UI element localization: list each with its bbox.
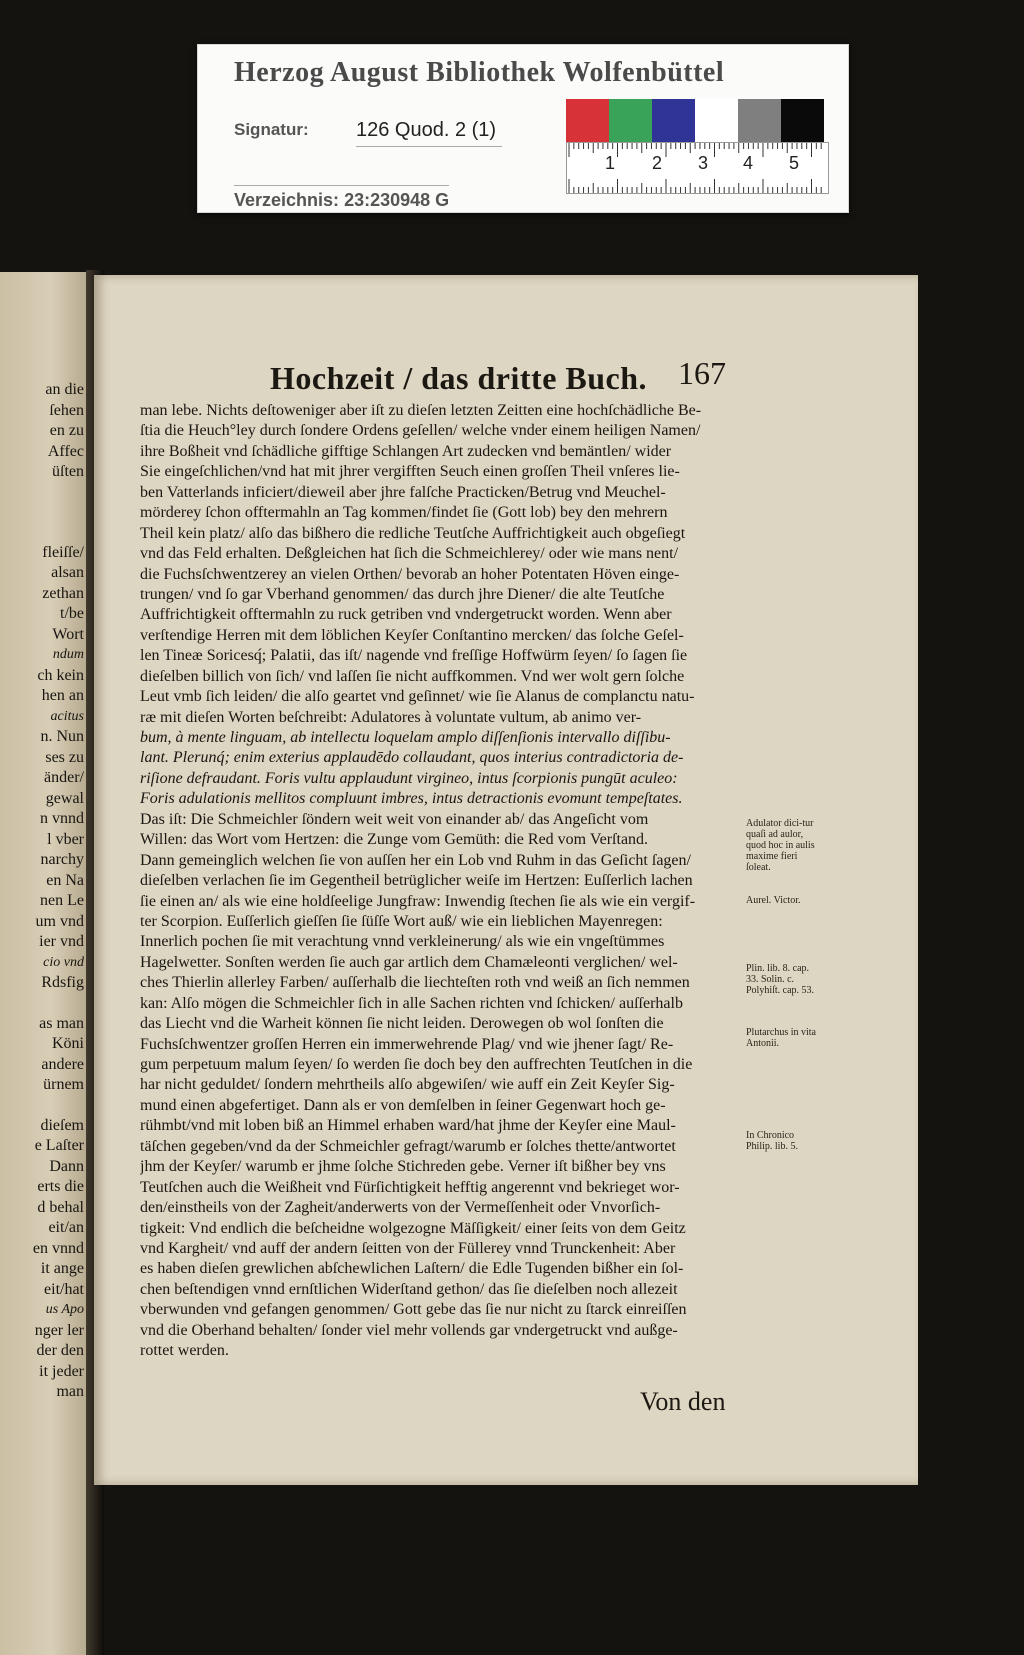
left-page-fragment: gewal [45,789,84,807]
left-page-fragment: cio vnd [43,954,84,970]
left-page-fragment: it ange [40,1260,84,1277]
left-page-fragment: ses zu [45,748,84,766]
text-line: mörderey ſchon offtermahln an Tag kommen/findet ſie (Gott lob) bey den mehrern [140,504,668,522]
text-line: vnd Kargheit/ vnd auff der andern ſeitten von der Füllerey vnnd Trunckenheit: Aber [140,1239,676,1257]
text-line: gum perpetuum malum ſeyen/ ſo werden ſie doch bey den auffrechten Teutſchen in die [140,1056,693,1073]
left-page-fragment: hen an [41,687,84,704]
text-line: dieſelben verlachen ſie im Gegentheil betrüglicher weiſe im Hertzen: Euſſerlich lachen [140,872,693,890]
left-page-fragment: t/be [60,605,84,622]
margin-note: Adulator dici-tur quaſi ad aulor, quod hoc in aulis maxime fieri ſoleat. [746,818,815,873]
text-line: vnd die Oberhand behalten/ ſonder viel mehr vollends gar vndergetruckt vnd außge- [140,1321,678,1339]
text-line: ræ mit dieſen Worten beſchreibt: Adulatores à voluntate vultum, ab animo ver- [140,708,642,726]
text-line: ihre Boßheit vnd ſchädliche gifftige Schlangen Art zudecken vnd bemäntlen/ wider [140,442,672,460]
left-page-fragment: Rdsfig [41,974,84,991]
text-line: ſtia die Heuch°ley durch ſondere Ordens geſellen/ welche vnder einem heiligen Namen/ [140,422,701,440]
left-page-fragment: eit/an [48,1219,84,1236]
left-page-fragment: erts die [37,1178,84,1195]
left-page-fragment: l vber [47,830,84,848]
left-page-fragment: acitus [50,708,84,724]
verzeichnis-line [234,185,449,211]
text-line: kan: Alſo mögen die Schmeichler ſich in alle Sachen richten vnd ſchicken/ auſſerhalb [140,994,683,1012]
margin-note: Aurel. Victor. [746,895,801,906]
left-page-fragment: Dann [49,1157,84,1175]
swatch-green [609,99,652,142]
text-line: mund einen abgefertiget. Dann als er von demſelben in ſeiner Gegenwart hoch ge- [140,1096,666,1114]
signatur-value: 126 Quod. 2 (1) [356,119,502,147]
ruler-number: 1 [605,153,616,173]
book-page [94,275,918,1485]
text-line: es haben dieſen grewlichen abſchewlichen Laſtern/ die Edle Tugenden bißher ein ſol- [140,1260,684,1278]
margin-note: Plutarchus in vita Antonii. [746,1027,816,1049]
left-page-fragment: it jeder [39,1362,84,1380]
text-line: rottet werden. [140,1342,229,1360]
left-page-fragment: as man [39,1014,84,1032]
text-line: tigkeit: Vnd endlich die beſcheidne wolgezogne Mäſſigkeit/ einer ſeits von dem Geitz [140,1219,686,1237]
ruler-number: 5 [789,153,800,173]
left-page-fragment: dieſem [40,1116,84,1134]
body-text [140,401,744,1362]
ruler-number: 2 [652,153,663,173]
library-label-card [197,44,849,213]
text-line: den/einstheils von der Zagheit/anderwerts von der Vermeſſenheit oder Vnvorſich- [140,1199,661,1217]
text-line: har nicht geduldet/ ſondern mehrtheils alſo abgewiſen/ wie auff ein Zeit Keyſer Sig- [140,1076,675,1094]
left-page-fragment: us Apo [45,1302,84,1317]
text-line: rühmbt/vnd mit loben biß an Himmel erhaben ward/hat jhme der Keyſer eine Maul- [140,1117,676,1135]
ruler-number: 4 [743,153,754,173]
left-page-fragment: ier vnd [39,933,84,950]
text-line: Sie eingeſchlichen/vnd hat mit jhrer vergifften Seuch einen groſſen Theil vnſeres lie- [140,463,680,481]
left-page-fragment: nger ler [34,1321,84,1339]
left-page-fragment: üſten [52,463,84,480]
text-line: das Liecht vnd die Warheit können ſie nicht leiden. Derowegen ob wol ſonſten die [140,1015,664,1033]
color-calibration-swatches [566,99,824,142]
text-line: Theil kein platz/ alſo das bißhero die redliche Teutſche Auffrichtigkeit auch obgeſiegt [140,524,686,542]
left-page-fragment: ürnem [43,1076,84,1093]
text-line: ter Scorpion. Euſſerlich gieſſen ſie ſüſſe Wort auß/ wie ein lieblichen Mayenregen: [140,912,663,930]
verzeichnis-label: Verzeichnis: [234,190,340,210]
left-page-fragment: zethan [42,584,84,602]
text-line: die Fuchsſchwentzerey an vielen Orthen/ bevorab an hoher Potentaten Höven einge- [140,565,680,583]
left-page-fragment: Wort [52,625,84,643]
text-line: jhm der Keyſer/ warumb er jhme ſolche Stichreden gebe. Verner iſt bißher bey vns [140,1158,666,1176]
text-line: ches Thierlin allerley Farben/ auſſerhalb die liechteſten roth vnd weiß an ſich nemmen [140,974,690,992]
text-line: verſtendige Herren mit dem löblichen Keyſer Conſtantino mercken/ das ſolche Geſel- [140,626,684,644]
left-page-fragment: narchy [40,851,84,868]
text-line: Das iſt: Die Schmeichler ſöndern weit weit von einander ab/ das Angeſicht vom [140,810,649,828]
left-page-fragment: n. Nun [40,728,84,745]
text-line: Hagelwetter. Sonſten werden ſie auch gar artlich dem Chamæleonti verglichen/ wel- [140,953,678,971]
left-page-fragment: fleiſſe/ [42,543,84,561]
text-line: vberwunden vnd gefangen genommen/ Gott gebe das ſie nur nicht zu ſtarck einreiſſen [140,1301,687,1319]
text-line: Leut vmb ſich leiden/ die alſo geartet vnd geſinnet/ wie ſie Alanus de complanctu natu- [140,688,695,706]
left-page-fragment: d behal [37,1198,84,1216]
swatch-blue [652,99,695,142]
margin-note: In Chronico Philip. lib. 5. [746,1130,798,1152]
library-name: Herzog August Bibliothek Wolfenbüttel [234,57,725,88]
page-number: 167 [678,355,726,391]
left-page-fragment: eit/hat [44,1280,84,1298]
text-line: man lebe. Nichts deſtoweniger aber iſt zu dieſen letzten Zeitten eine hochſchädliche Be- [140,402,702,419]
swatch-red [566,99,609,142]
left-page-fragment: e Laſter [34,1137,84,1154]
text-line: Fuchsſchwentzer groſſen Herren ein immerwehrende Plag/ vnd wie jhener ſagt/ Re- [140,1035,674,1053]
left-page-fragment: man [56,1383,84,1400]
swatch-black [781,99,824,142]
swatch-gray [738,99,781,142]
left-page-fragment: um vnd [35,912,84,930]
text-line: täſchen gegeben/vnd da der Schmeichler gefragt/warumb er ſolches thette/antwortet [140,1137,676,1155]
left-page-fragment: ſehen [49,401,84,419]
left-page-fragment: en zu [49,422,84,439]
scale-ruler [566,142,829,194]
running-head: Hochzeit / das dritte Buch. [270,360,648,396]
left-page-fragment: ndum [52,647,84,662]
text-line: ben Vatterlands inficiert/dieweil aber jhre falſche Practicken/Betrug vnd Meuchel- [140,483,666,501]
text-line: ſie einen an/ als wie eine holdſeelige Jungfraw: Inwendig ſtechen ſie als wie ein vergif- [140,892,696,910]
left-page-fragment: der den [36,1342,84,1359]
left-page-fragment: Köni [52,1035,84,1052]
text-line: vnd das Feld erhalten. Deßgleichen hat ſich die Schmeichlerey/ oder wie mans nent/ [140,545,679,563]
text-line: bum, à mente linguam, ab intellectu loquelam amplo diſſenſionis intervallo diſſibu- [140,729,671,746]
text-line: chen beſtendigen vnnd ernſtlichen Widerſtand gethon/ das ſie dieſelben noch allezeit [140,1280,678,1298]
text-line: Dann gemeinglich welchen ſie von auſſen her ein Lob vnd Ruhm in das Geſicht ſagen/ [140,851,691,869]
left-page-fragment: en Na [46,871,84,889]
text-line: Innerlich pochen ſie mit verachtung vnnd verkleinerung/ als wie ein vngeſtümmes [140,933,665,951]
catchword: Von den [640,1387,726,1416]
text-line: dieſelben billich von ſich/ vnd laſſen ſie nicht auffkommen. Vnd wer wolt gern ſolche [140,667,685,685]
margin-note: Plin. lib. 8. cap. 33. Solin. c. Polyhiſt. cap. 53. [746,963,815,996]
left-page-fragment: an die [45,381,84,398]
previous-page-edge [0,272,86,1655]
text-line: len Tineæ Soricesq́; Palatii, das iſt/ nagende vnd freſſige Hoffwürm ſeyen/ ſo ſagen ſie [140,647,688,665]
text-line: Teutſchen auch die Weißheit vnd Fürſichtigkeit hefftig angerennt vnd bekrieget wor- [140,1178,680,1196]
swatch-white [695,99,738,142]
left-page-fragment: ch kein [37,666,84,684]
text-line: lant. Plerunq́; enim exterius applaudēdo collaudant, quos interius contradictoria de- [140,749,684,767]
ruler-number: 3 [698,153,709,173]
left-page-fragment: en vnnd [32,1239,84,1257]
left-page-fragment: n vnnd [40,810,84,827]
left-page-fragment: änder/ [44,769,84,786]
verzeichnis-value: 23:230948 G [344,190,450,210]
text-line: riſione defraudant. Foris vultu applaudunt virgineo, intus ſcorpionis pungūt aculeo: [140,769,678,787]
left-page-fragment: Affec [47,442,84,460]
text-line: Willen: das Wort vom Hertzen: die Zunge vom Gemüth: die Red vom Verſtand. [140,831,649,849]
text-line: trungen/ vnd ſo gar Vberhand genommen/ das durch jhre Diener/ die alte Teutſche [140,585,665,603]
text-line: Foris adulationis mellitos compluunt imbres, intus detractionis evomunt tempeſtates. [140,790,683,808]
left-page-fragment: andere [41,1055,84,1073]
left-page-fragment: nen Le [40,892,84,909]
signatur-label: Signatur: [234,120,309,139]
text-line: Auffrichtigkeit offtermahln zu ruck getriben vnd vndergetruckt worden. Wenn aber [140,606,672,624]
left-page-fragment: alsan [51,564,84,581]
